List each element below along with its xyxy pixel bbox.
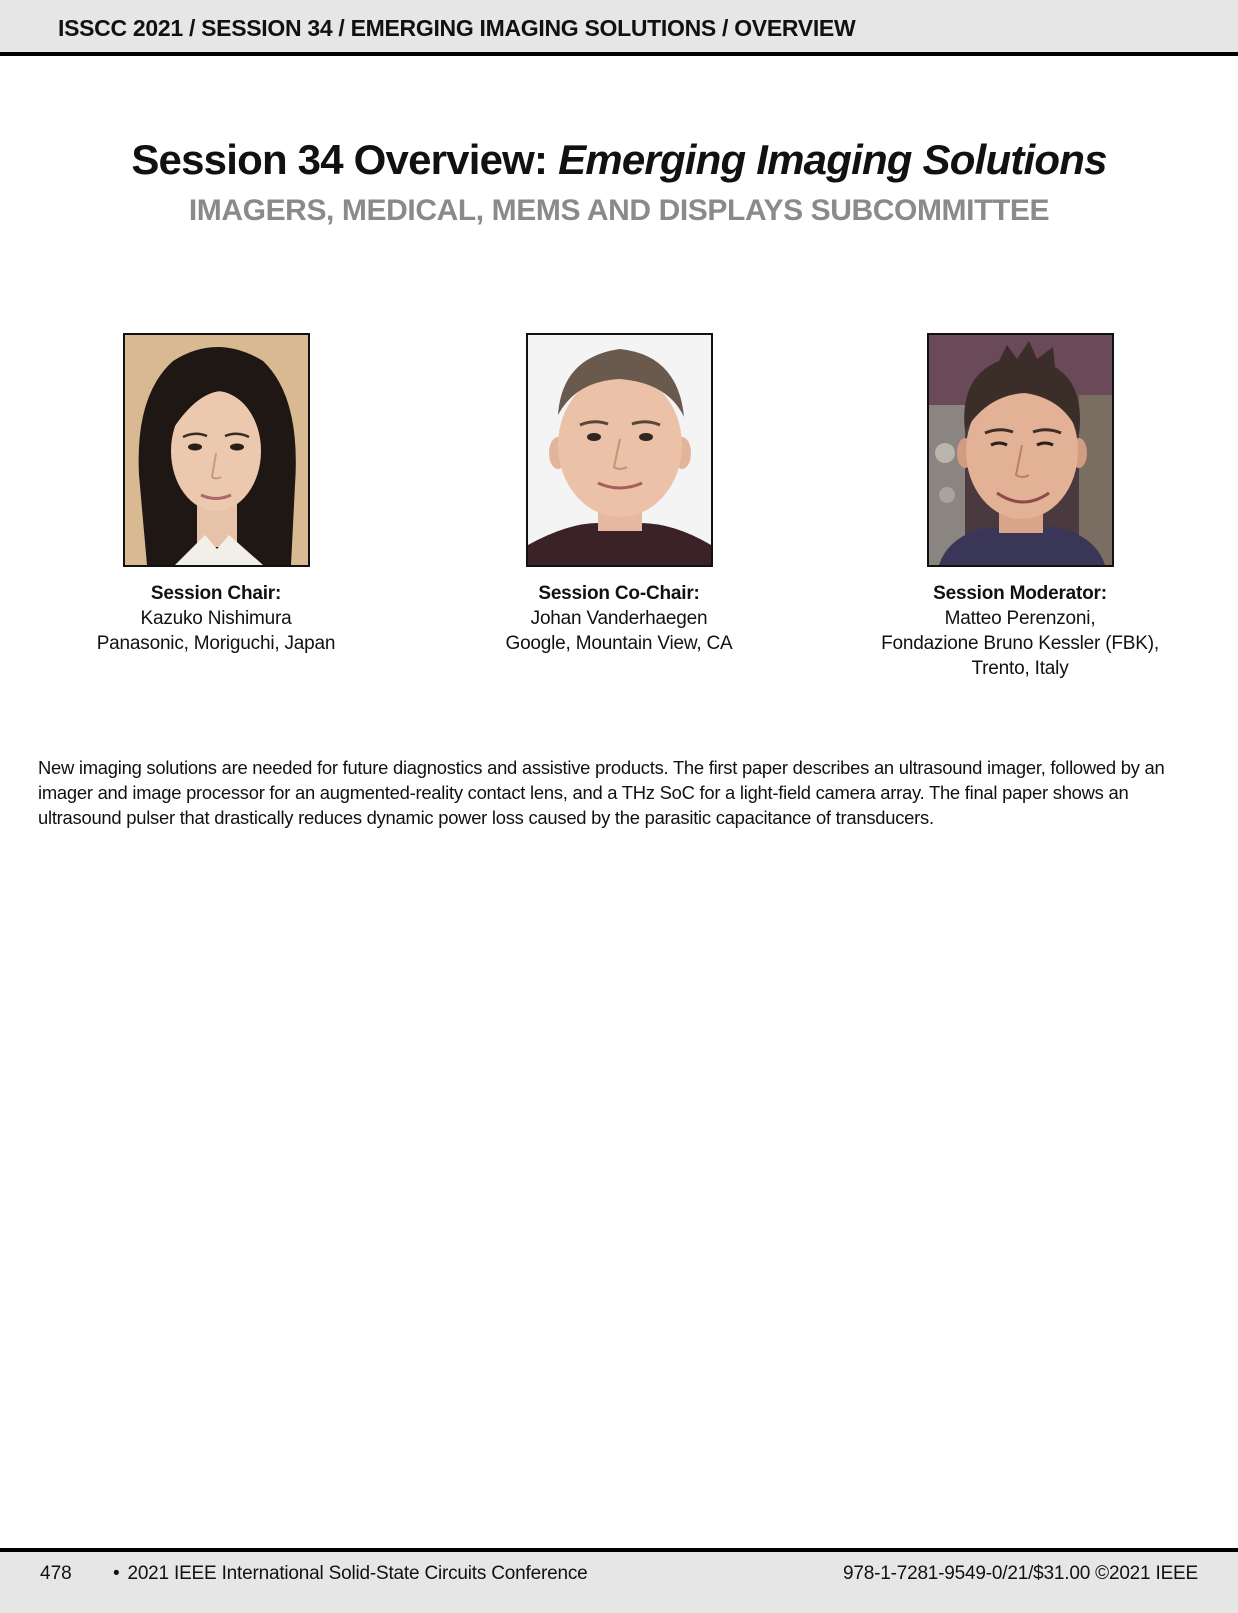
session-moderator-role: Session Moderator: xyxy=(933,583,1107,604)
session-chair-card xyxy=(26,333,406,656)
session-co-chair-portrait-image xyxy=(528,335,711,565)
session-chair-photo xyxy=(123,333,310,567)
session-co-chair-card xyxy=(429,333,809,656)
page-title xyxy=(0,136,1238,184)
footer-bullet: • xyxy=(113,1563,120,1584)
session-chair-role: Session Chair: xyxy=(150,583,282,604)
overview-paragraph: New imaging solutions are needed for future diagnostics and assistive products. The first paper describes an ultrasound imager, followed by an imager and image processor for an augmented-reality contact lens, and a THz SoC for a light-field camera array. The final paper shows an ultrasound pulser that drastically reduces dynamic power loss caused by the parasitic capacitance of transducers. xyxy=(38,757,1165,828)
footer-conference xyxy=(113,1563,588,1585)
session-co-chair-photo xyxy=(526,333,713,567)
session-chair-portrait-image xyxy=(125,335,308,565)
session-co-chair-name: Johan Vanderhaegen xyxy=(530,608,708,629)
session-moderator-card xyxy=(830,333,1210,681)
footer-isbn: 978-1-7281-9549-0/21/$31.00 ©2021 IEEE xyxy=(842,1563,1198,1584)
session-moderator-portrait-image xyxy=(929,335,1112,565)
subcommittee-subtitle: IMAGERS, MEDICAL, MEMS AND DISPLAYS SUBCOMMITTEE xyxy=(188,194,1050,227)
session-co-chair-role: Session Co-Chair: xyxy=(538,583,700,604)
page-number: 478 xyxy=(40,1563,72,1584)
session-chair-name: Kazuko Nishimura xyxy=(140,608,292,629)
page-title-emphasis: Emerging Imaging Solutions xyxy=(558,136,1107,183)
session-moderator-name: Matteo Perenzoni, xyxy=(944,608,1096,629)
session-moderator-affiliation-2: Trento, Italy xyxy=(971,658,1069,679)
session-moderator-affiliation-1: Fondazione Bruno Kessler (FBK), xyxy=(881,633,1159,654)
running-header-title: ISSCC 2021 / SESSION 34 / EMERGING IMAGING SOLUTIONS / OVERVIEW xyxy=(58,15,856,41)
page-title-prefix: Session 34 Overview: xyxy=(131,136,559,183)
session-co-chair-affiliation: Google, Mountain View, CA xyxy=(505,633,733,654)
footer-conference-name: 2021 IEEE International Solid-State Circuits Conference xyxy=(127,1563,588,1584)
session-moderator-photo xyxy=(927,333,1114,567)
session-chair-affiliation: Panasonic, Moriguchi, Japan xyxy=(96,633,336,654)
